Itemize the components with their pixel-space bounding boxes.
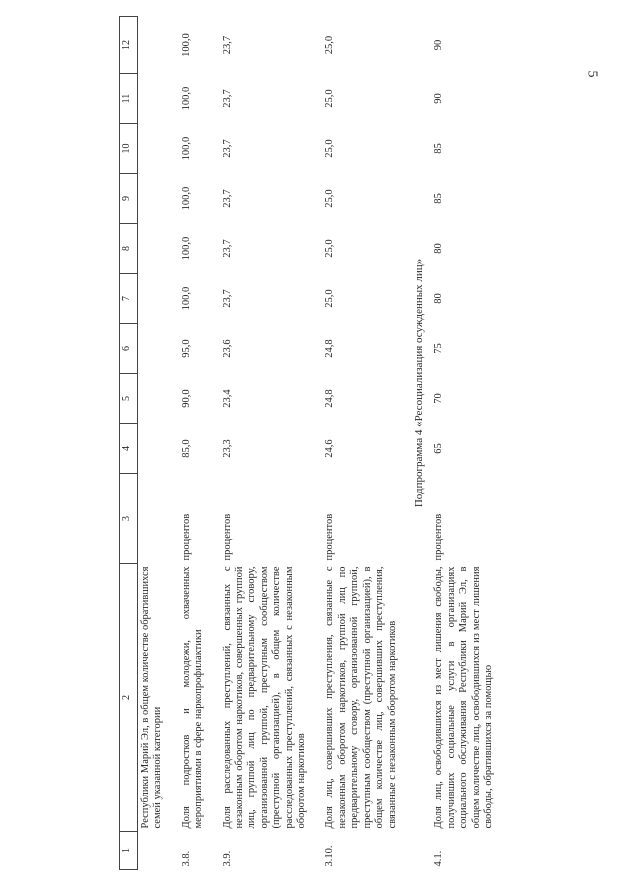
indicator-name: Доля лиц, освободившихся из мест лишения свободы, получивших социальные услуги в организациях социального обслуживания Республики Марий Эл, в общем количестве лиц, освободившихся из мест лишения свободы, обратившихся за помощью (433, 566, 494, 829)
value-cell (138, 224, 167, 274)
table-row (138, 17, 167, 870)
value-cell: 100,0 (180, 236, 192, 261)
value-cell: 100,0 (180, 286, 192, 311)
value-cell: 70 (433, 393, 445, 404)
value-cell: 90,0 (180, 389, 192, 408)
value-cell: 23,6 (221, 339, 233, 358)
header-cell: 9 (120, 174, 138, 224)
value-cell: 24,8 (324, 389, 336, 408)
value-cell (138, 374, 167, 424)
value-cell: 100,0 (180, 33, 192, 57)
table-row (167, 17, 208, 870)
value-cell: 23,7 (221, 35, 233, 55)
header-cell: 5 (120, 374, 138, 424)
row-number (138, 832, 167, 870)
row-number: 3.8. (180, 850, 192, 867)
row-number: 3.10. (324, 845, 336, 867)
unit-cell: процентов (221, 513, 233, 561)
unit-cell: процентов (180, 513, 192, 561)
indicator-name: Доля лиц, совершивших преступления, связанные с незаконным оборотом наркотиков, группой лиц по предварительному сговору, организованной группой, преступным сообществом (преступной организацией), в общем количестве лиц, совершивших преступления, связанные с незаконным оборотом наркотиков (324, 566, 398, 829)
value-cell (138, 74, 167, 124)
value-cell (138, 17, 167, 74)
value-cell: 24,8 (324, 339, 336, 358)
page-number: 5 (584, 70, 600, 78)
value-cell: 25,0 (324, 89, 336, 108)
value-cell: 23,7 (221, 89, 233, 108)
header-cell: 12 (120, 17, 138, 74)
table-header-row (120, 17, 138, 870)
header-cell: 3 (120, 474, 138, 564)
value-cell: 75 (433, 343, 445, 354)
value-cell: 23,4 (221, 389, 233, 408)
table-row (208, 17, 311, 870)
indicators-table (119, 16, 497, 870)
value-cell: 23,7 (221, 189, 233, 208)
header-cell: 2 (120, 564, 138, 832)
value-cell: 80 (433, 243, 445, 254)
row-number: 4.1. (433, 850, 445, 867)
unit-cell (138, 474, 167, 564)
header-cell: 4 (120, 424, 138, 474)
header-cell: 6 (120, 324, 138, 374)
value-cell: 25,0 (324, 139, 336, 158)
row-number: 3.9. (221, 850, 233, 867)
unit-cell: процентов (433, 513, 445, 561)
value-cell (138, 124, 167, 174)
value-cell (138, 424, 167, 474)
value-cell: 23,3 (221, 439, 233, 458)
value-cell: 23,7 (221, 239, 233, 258)
indicator-name: Доля подростков и молодежи, охваченных мероприятиями в сфере наркопрофилактики (180, 566, 205, 829)
header-cell: 10 (120, 124, 138, 174)
value-cell: 100,0 (180, 86, 192, 111)
subprogram-title: Подпрограмма 4 «Ресоциализация осужденных лиц» (412, 258, 425, 508)
value-cell: 23,7 (221, 289, 233, 308)
value-cell: 65 (433, 443, 445, 454)
rotated-table-page (119, 17, 627, 870)
value-cell: 95,0 (180, 339, 192, 358)
value-cell: 24,6 (324, 439, 336, 458)
value-cell: 85,0 (180, 439, 192, 458)
header-cell: 7 (120, 274, 138, 324)
value-cell: 100,0 (180, 186, 192, 211)
value-cell: 85 (433, 143, 445, 154)
value-cell: 85 (433, 193, 445, 204)
value-cell: 80 (433, 293, 445, 304)
value-cell: 90 (433, 39, 445, 51)
indicator-name: Доля расследованных преступлений, связанных с незаконным оборотом наркотиков, совершенных группой лиц, группой лиц по предварительному сговору, организованной группой, преступным сообществом (преступной организацией), в общем количестве расследованных преступлений, связанных с незаконным оборотом наркотиков (221, 566, 308, 829)
header-cell: 1 (120, 832, 138, 870)
table-row (310, 17, 400, 870)
unit-cell: процентов (324, 513, 336, 561)
value-cell (138, 274, 167, 324)
header-cell: 8 (120, 224, 138, 274)
value-cell: 25,0 (324, 35, 336, 55)
value-cell: 90 (433, 93, 445, 104)
value-cell: 25,0 (324, 289, 336, 308)
subprogram-row (401, 17, 431, 870)
value-cell: 25,0 (324, 239, 336, 258)
value-cell (138, 174, 167, 224)
value-cell: 25,0 (324, 189, 336, 208)
table-row (431, 17, 497, 870)
value-cell (138, 324, 167, 374)
value-cell: 23,7 (221, 139, 233, 158)
header-cell: 11 (120, 74, 138, 124)
value-cell: 100,0 (180, 136, 192, 161)
indicator-name: Республики Марий Эл, в общем количестве обратившихся семей указанной категории (140, 566, 164, 829)
